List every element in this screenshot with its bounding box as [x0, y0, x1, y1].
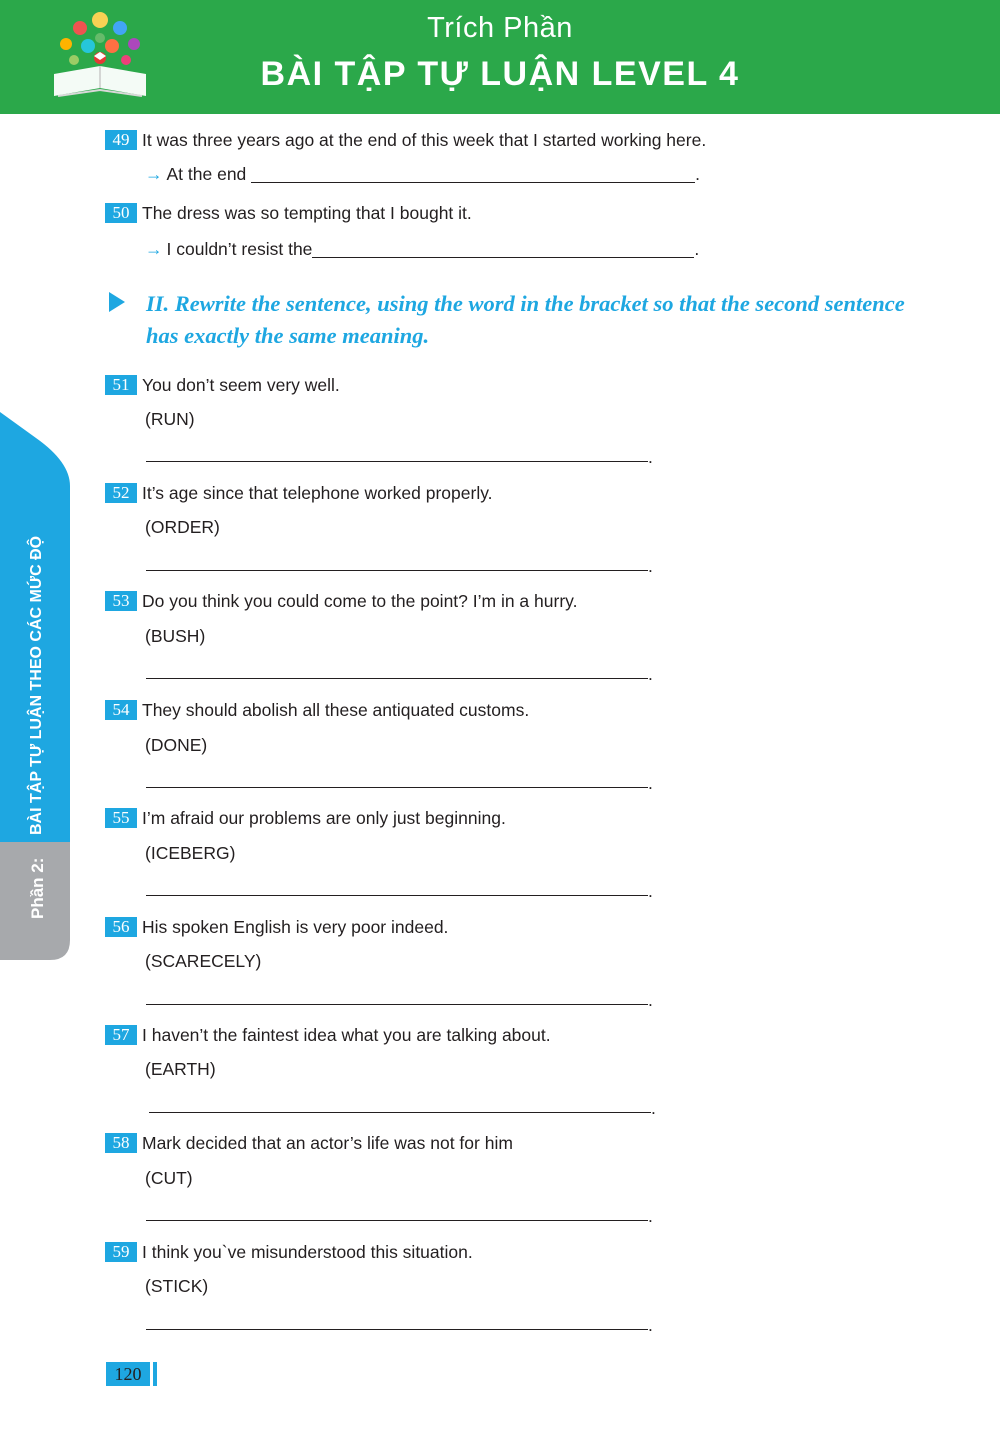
header-title: BÀI TẬP TỰ LUẬN LEVEL 4	[260, 55, 740, 93]
question-number: 58	[105, 1133, 137, 1153]
question-text: You don’t seem very well.	[142, 375, 340, 395]
answer-end: .	[651, 1098, 656, 1118]
arrow-right-icon: →	[145, 164, 163, 184]
question-number: 57	[105, 1025, 137, 1045]
page-number: 120	[106, 1362, 150, 1386]
question-number: 55	[105, 808, 137, 828]
question-text: His spoken English is very poor indeed.	[142, 917, 449, 937]
side-tab-part-label: Phần 2:	[28, 857, 47, 919]
question-51	[105, 374, 340, 396]
question-number: 53	[105, 591, 137, 611]
answer-end: .	[648, 447, 653, 467]
question-text: It’s age since that telephone worked properly.	[142, 483, 493, 503]
answer-blank[interactable]	[146, 787, 648, 788]
question-text: I think you`ve misunderstood this situation.	[142, 1242, 473, 1262]
question-number: 51	[105, 375, 137, 395]
section-arrow-icon	[109, 292, 125, 312]
section-heading: II. Rewrite the sentence, using the word in the bracket so that the second sentence has exactly the same meaning.	[146, 291, 905, 348]
question-55	[105, 807, 506, 829]
question-text: I haven’t the faintest idea what you are talking about.	[142, 1025, 551, 1045]
page-number-bar	[153, 1362, 157, 1386]
answer-blank[interactable]	[146, 570, 648, 571]
answer-line-50	[145, 238, 699, 260]
answer-prompt: At the end	[166, 164, 247, 184]
answer-end: .	[648, 773, 653, 793]
answer-end: .	[694, 239, 700, 259]
question-49	[105, 129, 706, 151]
header-banner	[0, 0, 1000, 114]
keyword: (STICK)	[145, 1276, 209, 1296]
keyword: (EARTH)	[145, 1059, 216, 1079]
keyword: (RUN)	[145, 409, 195, 429]
question-number: 56	[105, 917, 137, 937]
answer-blank[interactable]	[146, 461, 648, 462]
answer-blank[interactable]	[312, 241, 694, 258]
question-56	[105, 916, 448, 938]
answer-blank[interactable]	[146, 1329, 648, 1330]
question-text: It was three years ago at the end of this week that I started working here.	[142, 130, 707, 150]
keyword: (SCARECELY)	[145, 951, 262, 971]
answer-end: .	[648, 664, 653, 684]
arrow-right-icon: →	[145, 239, 163, 259]
keyword: (CUT)	[145, 1168, 193, 1188]
side-tab-label: BÀI TẬP TỰ LUẬN THEO CÁC MỨC ĐỘ	[28, 535, 45, 835]
question-57	[105, 1024, 551, 1046]
question-text: Do you think you could come to the point? I’m in a hurry.	[142, 591, 578, 611]
answer-prompt: I couldn’t resist the	[166, 239, 313, 259]
question-50	[105, 202, 472, 224]
keyword: (ORDER)	[145, 517, 220, 537]
answer-blank[interactable]	[146, 1220, 648, 1221]
answer-end: .	[648, 556, 653, 576]
header-subtitle: Trích Phần	[427, 12, 573, 44]
answer-end: .	[648, 990, 653, 1010]
question-59	[105, 1241, 473, 1263]
answer-blank[interactable]	[146, 678, 648, 679]
keyword: (BUSH)	[145, 626, 206, 646]
question-number: 54	[105, 700, 137, 720]
answer-end: .	[648, 881, 653, 901]
answer-blank[interactable]	[146, 1004, 648, 1005]
question-text: They should abolish all these antiquated customs.	[142, 700, 530, 720]
answer-end: .	[648, 1206, 653, 1226]
answer-blank[interactable]	[149, 1112, 651, 1113]
question-number: 52	[105, 483, 137, 503]
answer-blank[interactable]	[251, 166, 695, 183]
keyword: (DONE)	[145, 735, 208, 755]
question-number: 50	[105, 203, 137, 223]
question-text: Mark decided that an actor’s life was not for him	[142, 1133, 513, 1153]
question-52	[105, 482, 493, 504]
question-text: I’m afraid our problems are only just beginning.	[142, 808, 506, 828]
keyword: (ICEBERG)	[145, 843, 236, 863]
question-53	[105, 590, 577, 612]
answer-line-49	[145, 163, 700, 185]
answer-blank[interactable]	[146, 895, 648, 896]
question-number: 59	[105, 1242, 137, 1262]
question-text: The dress was so tempting that I bought it.	[142, 203, 472, 223]
question-number: 49	[105, 130, 137, 150]
question-54	[105, 699, 529, 721]
question-58	[105, 1132, 513, 1154]
answer-end: .	[695, 164, 701, 184]
answer-end: .	[648, 1315, 653, 1335]
